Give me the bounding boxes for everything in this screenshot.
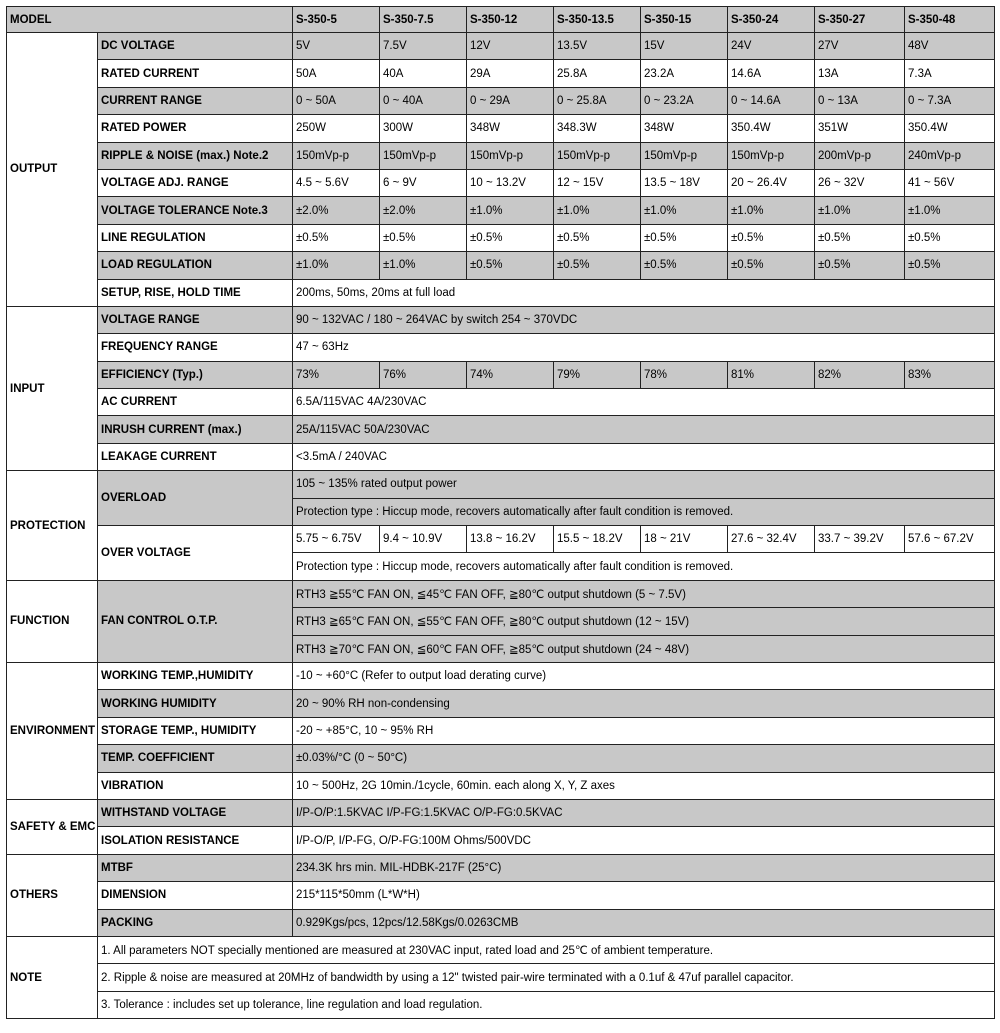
spec-value-cell: 7.3A (905, 60, 995, 87)
spec-value-cell: 15V (641, 33, 728, 60)
spec-row-input (7, 416, 995, 443)
note-row (7, 964, 995, 992)
spec-row-protection (7, 526, 995, 553)
spec-value-cell: 74% (467, 361, 554, 388)
spec-value-cell: 13.5 ~ 18V (641, 169, 728, 196)
spec-value-cell: 24V (728, 33, 815, 60)
model-header-cell: S-350-48 (905, 7, 995, 33)
param-label-inrush-current-max: INRUSH CURRENT (max.) (98, 416, 293, 443)
model-header-cell: S-350-15 (641, 7, 728, 33)
spec-row-output (7, 60, 995, 87)
spec-value-text: ±0.03%/°C (0 ~ 50°C) (293, 745, 995, 772)
section-label-environment: ENVIRONMENT (7, 662, 98, 799)
spec-value-cell: ±0.5% (554, 252, 641, 279)
spec-row-output (7, 279, 995, 306)
spec-value-cell: ±0.5% (293, 224, 380, 251)
spec-value-cell: 9.4 ~ 10.9V (380, 526, 467, 553)
spec-value-cell: 6 ~ 9V (380, 169, 467, 196)
spec-value-text: I/P-O/P, I/P-FG, O/P-FG:100M Ohms/500VDC (293, 827, 995, 854)
spec-value-cell: 40A (380, 60, 467, 87)
spec-value-cell: ±1.0% (293, 252, 380, 279)
spec-value-cell: 0 ~ 25.8A (554, 87, 641, 114)
param-label-over-voltage: OVER VOLTAGE (98, 526, 293, 581)
param-label-rated-power: RATED POWER (98, 115, 293, 142)
spec-value-cell: ±0.5% (905, 224, 995, 251)
param-label-working-humidity: WORKING HUMIDITY (98, 690, 293, 717)
spec-value-cell: 25.8A (554, 60, 641, 87)
spec-value-cell: ±1.0% (815, 197, 905, 224)
spec-value-text: 10 ~ 500Hz, 2G 10min./1cycle, 60min. each along X, Y, Z axes (293, 772, 995, 799)
spec-value-cell: 73% (293, 361, 380, 388)
param-label-rated-current: RATED CURRENT (98, 60, 293, 87)
spec-value-cell: ±0.5% (641, 224, 728, 251)
spec-value-cell: 348W (641, 115, 728, 142)
spec-value-cell: 20 ~ 26.4V (728, 169, 815, 196)
spec-value-cell: 150mVp-p (293, 142, 380, 169)
spec-value-cell: 250W (293, 115, 380, 142)
param-label-setup-rise-hold-time: SETUP, RISE, HOLD TIME (98, 279, 293, 306)
spec-value-cell: 50A (293, 60, 380, 87)
spec-value-cell: 33.7 ~ 39.2V (815, 526, 905, 553)
spec-value-cell: 12 ~ 15V (554, 169, 641, 196)
spec-row-others (7, 882, 995, 909)
param-label-withstand-voltage: WITHSTAND VOLTAGE (98, 799, 293, 826)
spec-value-text: 0.929Kgs/pcs, 12pcs/12.58Kgs/0.0263CMB (293, 909, 995, 936)
section-label-others: OTHERS (7, 854, 98, 936)
spec-value-cell: 27V (815, 33, 905, 60)
spec-value-cell: 150mVp-p (554, 142, 641, 169)
spec-value-cell: 348.3W (554, 115, 641, 142)
spec-value-cell: 13.8 ~ 16.2V (467, 526, 554, 553)
spec-value-cell: 0 ~ 14.6A (728, 87, 815, 114)
spec-row-input (7, 334, 995, 361)
spec-row-function (7, 580, 995, 607)
param-label-current-range: CURRENT RANGE (98, 87, 293, 114)
spec-value-cell: 0 ~ 40A (380, 87, 467, 114)
param-label-temp-coefficient: TEMP. COEFFICIENT (98, 745, 293, 772)
spec-value-cell: ±1.0% (554, 197, 641, 224)
spec-value-text: 6.5A/115VAC 4A/230VAC (293, 389, 995, 416)
spec-row-output (7, 33, 995, 60)
param-label-voltage-range: VOLTAGE RANGE (98, 306, 293, 333)
spec-value-cell: 350.4W (728, 115, 815, 142)
param-label-mtbf: MTBF (98, 854, 293, 881)
spec-table-body (7, 7, 995, 1019)
spec-value-text: -20 ~ +85°C, 10 ~ 95% RH (293, 717, 995, 744)
spec-value-cell: 300W (380, 115, 467, 142)
spec-value-cell: 48V (905, 33, 995, 60)
note-row (7, 991, 995, 1019)
spec-value-cell: 83% (905, 361, 995, 388)
param-label-voltage-tolerance-note-3: VOLTAGE TOLERANCE Note.3 (98, 197, 293, 224)
spec-row-environment (7, 662, 995, 689)
note-label: NOTE (7, 936, 98, 1019)
spec-value-text: 105 ~ 135% rated output power (293, 471, 995, 498)
spec-value-cell: 5.75 ~ 6.75V (293, 526, 380, 553)
spec-value-cell: ±1.0% (380, 252, 467, 279)
param-label-leakage-current: LEAKAGE CURRENT (98, 443, 293, 470)
param-label-working-temp-humidity: WORKING TEMP.,HUMIDITY (98, 662, 293, 689)
spec-value-cell: ±0.5% (554, 224, 641, 251)
param-label-fan-control-o-t-p: FAN CONTROL O.T.P. (98, 580, 293, 662)
spec-row-environment (7, 690, 995, 717)
spec-value-cell: 150mVp-p (728, 142, 815, 169)
spec-value-cell: 23.2A (641, 60, 728, 87)
note-line: 3. Tolerance : includes set up tolerance, line regulation and load regulation. (98, 991, 995, 1019)
spec-value-cell: ±0.5% (905, 252, 995, 279)
spec-value-cell: 79% (554, 361, 641, 388)
spec-table (6, 6, 995, 1019)
spec-row-safety-emc (7, 799, 995, 826)
spec-value-cell: ±0.5% (641, 252, 728, 279)
spec-value-text: 234.3K hrs min. MIL-HDBK-217F (25°C) (293, 854, 995, 881)
spec-value-cell: ±0.5% (815, 224, 905, 251)
spec-value-cell: 348W (467, 115, 554, 142)
spec-value-cell: 150mVp-p (380, 142, 467, 169)
spec-row-others (7, 854, 995, 881)
spec-value-cell: ±0.5% (728, 224, 815, 251)
spec-row-output (7, 224, 995, 251)
spec-row-input (7, 306, 995, 333)
spec-value-cell: 78% (641, 361, 728, 388)
spec-value-text: -10 ~ +60°C (Refer to output load derating curve) (293, 662, 995, 689)
spec-value-cell: 150mVp-p (467, 142, 554, 169)
param-label-ripple-noise-max-note-2: RIPPLE & NOISE (max.) Note.2 (98, 142, 293, 169)
note-line: 2. Ripple & noise are measured at 20MHz of bandwidth by using a 12" twisted pair-wire terminated with a 0.1uf & 47uf parallel capacitor. (98, 964, 995, 992)
spec-value-cell: ±1.0% (728, 197, 815, 224)
header-row (7, 7, 995, 33)
spec-value-text: 215*115*50mm (L*W*H) (293, 882, 995, 909)
spec-value-text: 200ms, 50ms, 20ms at full load (293, 279, 995, 306)
spec-row-others (7, 909, 995, 936)
spec-row-output (7, 169, 995, 196)
spec-row-environment (7, 717, 995, 744)
spec-value-cell: 26 ~ 32V (815, 169, 905, 196)
section-label-input: INPUT (7, 306, 98, 470)
model-header-cell: S-350-24 (728, 7, 815, 33)
spec-row-protection (7, 471, 995, 498)
spec-value-cell: 200mVp-p (815, 142, 905, 169)
spec-value-text: RTH3 ≧55℃ FAN ON, ≦45℃ FAN OFF, ≧80℃ output shutdown (5 ~ 7.5V) (293, 580, 995, 607)
param-label-dimension: DIMENSION (98, 882, 293, 909)
spec-value-cell: 13.5V (554, 33, 641, 60)
spec-value-cell: 27.6 ~ 32.4V (728, 526, 815, 553)
spec-row-safety-emc (7, 827, 995, 854)
spec-value-cell: ±0.5% (380, 224, 467, 251)
spec-value-text: RTH3 ≧70℃ FAN ON, ≦60℃ FAN OFF, ≧85℃ output shutdown (24 ~ 48V) (293, 635, 995, 662)
spec-value-cell: ±0.5% (467, 252, 554, 279)
spec-value-text: Protection type : Hiccup mode, recovers automatically after fault condition is removed. (293, 498, 995, 525)
spec-value-text: <3.5mA / 240VAC (293, 443, 995, 470)
spec-value-text: 47 ~ 63Hz (293, 334, 995, 361)
spec-value-cell: ±2.0% (293, 197, 380, 224)
spec-value-cell: 5V (293, 33, 380, 60)
spec-row-input (7, 389, 995, 416)
model-header-cell: S-350-5 (293, 7, 380, 33)
spec-row-environment (7, 772, 995, 799)
param-label-ac-current: AC CURRENT (98, 389, 293, 416)
spec-value-cell: 13A (815, 60, 905, 87)
model-header-cell: S-350-13.5 (554, 7, 641, 33)
param-label-frequency-range: FREQUENCY RANGE (98, 334, 293, 361)
spec-value-text: 90 ~ 132VAC / 180 ~ 264VAC by switch 254 ~ 370VDC (293, 306, 995, 333)
spec-row-output (7, 142, 995, 169)
spec-value-cell: 150mVp-p (641, 142, 728, 169)
spec-value-cell: 41 ~ 56V (905, 169, 995, 196)
spec-value-cell: 7.5V (380, 33, 467, 60)
note-row (7, 936, 995, 964)
spec-value-cell: ±0.5% (728, 252, 815, 279)
note-line: 1. All parameters NOT specially mentioned are measured at 230VAC input, rated load and 25℃ of ambient temperature. (98, 936, 995, 964)
spec-value-cell: 4.5 ~ 5.6V (293, 169, 380, 196)
model-header-label: MODEL (7, 7, 293, 33)
spec-value-cell: 240mVp-p (905, 142, 995, 169)
param-label-load-regulation: LOAD REGULATION (98, 252, 293, 279)
param-label-voltage-adj-range: VOLTAGE ADJ. RANGE (98, 169, 293, 196)
spec-value-cell: 351W (815, 115, 905, 142)
spec-value-text: 25A/115VAC 50A/230VAC (293, 416, 995, 443)
param-label-packing: PACKING (98, 909, 293, 936)
spec-value-cell: 29A (467, 60, 554, 87)
spec-value-cell: 10 ~ 13.2V (467, 169, 554, 196)
spec-row-environment (7, 745, 995, 772)
section-label-protection: PROTECTION (7, 471, 98, 581)
spec-value-cell: 18 ~ 21V (641, 526, 728, 553)
spec-row-input (7, 361, 995, 388)
spec-value-cell: 0 ~ 7.3A (905, 87, 995, 114)
spec-value-cell: 14.6A (728, 60, 815, 87)
spec-value-cell: 0 ~ 23.2A (641, 87, 728, 114)
spec-value-cell: 82% (815, 361, 905, 388)
param-label-overload: OVERLOAD (98, 471, 293, 526)
model-header-cell: S-350-27 (815, 7, 905, 33)
spec-value-cell: 57.6 ~ 67.2V (905, 526, 995, 553)
param-label-isolation-resistance: ISOLATION RESISTANCE (98, 827, 293, 854)
spec-value-cell: ±0.5% (467, 224, 554, 251)
spec-value-text: RTH3 ≧65℃ FAN ON, ≦55℃ FAN OFF, ≧80℃ output shutdown (12 ~ 15V) (293, 608, 995, 635)
section-label-function: FUNCTION (7, 580, 98, 662)
param-label-vibration: VIBRATION (98, 772, 293, 799)
spec-row-output (7, 197, 995, 224)
spec-value-text: Protection type : Hiccup mode, recovers automatically after fault condition is removed. (293, 553, 995, 580)
spec-value-cell: 76% (380, 361, 467, 388)
spec-value-cell: ±0.5% (815, 252, 905, 279)
spec-row-output (7, 87, 995, 114)
model-header-cell: S-350-12 (467, 7, 554, 33)
spec-value-cell: 15.5 ~ 18.2V (554, 526, 641, 553)
spec-value-cell: 0 ~ 50A (293, 87, 380, 114)
spec-value-cell: 0 ~ 13A (815, 87, 905, 114)
section-label-safety-emc: SAFETY & EMC (7, 799, 98, 854)
spec-value-cell: ±1.0% (641, 197, 728, 224)
param-label-dc-voltage: DC VOLTAGE (98, 33, 293, 60)
spec-value-cell: 0 ~ 29A (467, 87, 554, 114)
spec-value-cell: ±1.0% (467, 197, 554, 224)
param-label-efficiency-typ: EFFICIENCY (Typ.) (98, 361, 293, 388)
spec-row-output (7, 115, 995, 142)
spec-value-cell: ±1.0% (905, 197, 995, 224)
param-label-line-regulation: LINE REGULATION (98, 224, 293, 251)
param-label-storage-temp-humidity: STORAGE TEMP., HUMIDITY (98, 717, 293, 744)
spec-row-output (7, 252, 995, 279)
section-label-output: OUTPUT (7, 33, 98, 307)
model-header-cell: S-350-7.5 (380, 7, 467, 33)
spec-value-text: 20 ~ 90% RH non-condensing (293, 690, 995, 717)
spec-value-cell: ±2.0% (380, 197, 467, 224)
spec-value-text: I/P-O/P:1.5KVAC I/P-FG:1.5KVAC O/P-FG:0.5KVAC (293, 799, 995, 826)
spec-value-cell: 12V (467, 33, 554, 60)
spec-row-input (7, 443, 995, 470)
spec-value-cell: 81% (728, 361, 815, 388)
spec-value-cell: 350.4W (905, 115, 995, 142)
